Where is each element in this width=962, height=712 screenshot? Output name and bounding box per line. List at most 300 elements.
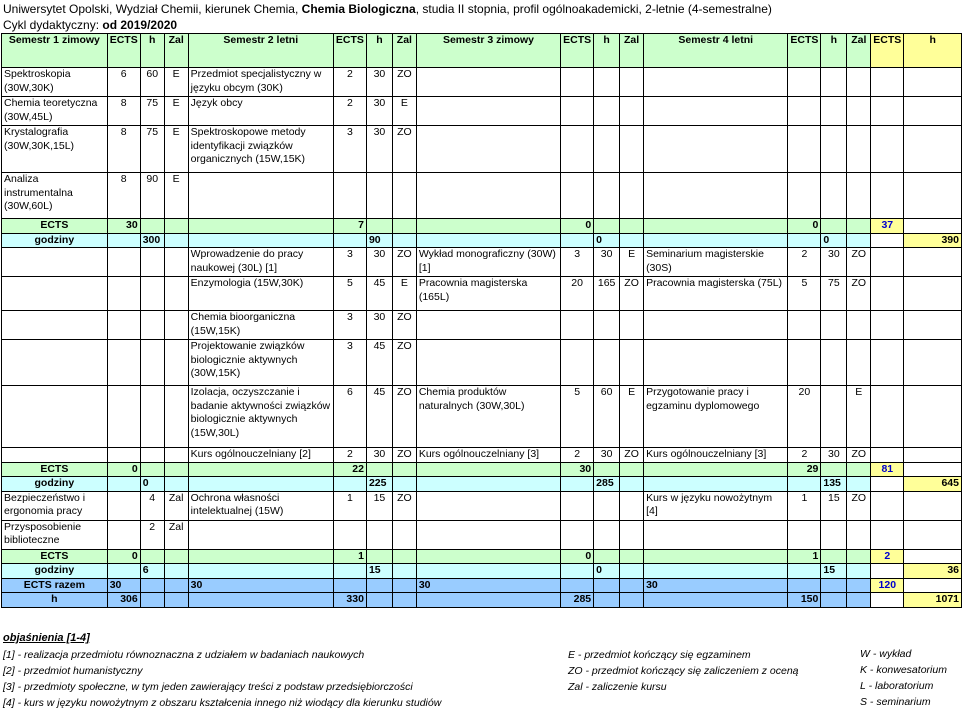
ects-sum-sem1: 30 bbox=[107, 219, 140, 234]
empty-cell bbox=[620, 520, 644, 549]
zal-value: E bbox=[620, 386, 644, 448]
hours-sum-label: godziny bbox=[2, 233, 108, 248]
empty-cell bbox=[904, 520, 962, 549]
empty-cell bbox=[620, 126, 644, 173]
hours-grand-total: 1071 bbox=[904, 593, 962, 608]
ects-sum-label: ECTS bbox=[2, 549, 108, 564]
zal-value: ZO bbox=[392, 386, 416, 448]
zal-value: ZO bbox=[392, 340, 416, 386]
empty-cell bbox=[164, 448, 188, 463]
empty-cell bbox=[620, 462, 644, 477]
empty-cell bbox=[188, 593, 333, 608]
empty-cell bbox=[644, 593, 788, 608]
ects-total-sem4: 30 bbox=[644, 578, 788, 593]
empty-cell bbox=[416, 462, 560, 477]
ects-sum-sem1: 0 bbox=[107, 549, 140, 564]
course-name: Bezpieczeństwo i ergonomia pracy bbox=[2, 491, 108, 520]
zal-value: Zal bbox=[164, 520, 188, 549]
hours-value bbox=[821, 386, 847, 448]
course-name: Kurs ogólnouczelniany [3] bbox=[644, 448, 788, 463]
course-row bbox=[2, 386, 962, 448]
hours-value: 30 bbox=[366, 311, 392, 340]
empty-cell bbox=[594, 520, 620, 549]
ects-value: 8 bbox=[107, 173, 140, 219]
empty-cell bbox=[561, 97, 594, 126]
empty-cell bbox=[594, 462, 620, 477]
empty-cell bbox=[788, 173, 821, 219]
empty-cell bbox=[416, 126, 560, 173]
legend-note: [3] - przedmioty społeczne, w tym jeden zawierający treści z podstaw przedsiębiorczości bbox=[3, 681, 413, 693]
empty-cell bbox=[140, 593, 164, 608]
zal-value: ZO bbox=[620, 277, 644, 311]
ects-value: 3 bbox=[333, 248, 366, 277]
empty-cell bbox=[164, 593, 188, 608]
hours-sum-total: 645 bbox=[904, 477, 962, 492]
empty-cell bbox=[2, 248, 108, 277]
empty-cell bbox=[821, 593, 847, 608]
empty-cell bbox=[366, 593, 392, 608]
empty-cell bbox=[871, 340, 904, 386]
ects-sum-sem3: 0 bbox=[561, 549, 594, 564]
zal-value bbox=[620, 311, 644, 340]
hours-value: 30 bbox=[366, 68, 392, 97]
empty-cell bbox=[788, 564, 821, 579]
empty-cell bbox=[904, 448, 962, 463]
hours-value: 30 bbox=[821, 248, 847, 277]
empty-cell bbox=[140, 340, 164, 386]
empty-cell bbox=[333, 578, 366, 593]
empty-cell bbox=[594, 219, 620, 234]
empty-cell bbox=[107, 233, 140, 248]
ects-value: 2 bbox=[788, 448, 821, 463]
zal-value: E bbox=[164, 68, 188, 97]
hours-value: 90 bbox=[140, 173, 164, 219]
empty-cell bbox=[871, 564, 904, 579]
course-row bbox=[2, 520, 962, 549]
course-row bbox=[2, 491, 962, 520]
empty-cell bbox=[2, 340, 108, 386]
course-name: Ochrona własności intelektualnej (15W) bbox=[188, 491, 333, 520]
col-header-sem3: Semestr 3 zimowy bbox=[416, 34, 560, 68]
academic-cycle: Cykl dydaktyczny: od 2019/2020 bbox=[3, 18, 178, 32]
empty-cell bbox=[594, 173, 620, 219]
empty-cell bbox=[788, 233, 821, 248]
empty-cell bbox=[821, 219, 847, 234]
hours-sum-sem4: 0 bbox=[821, 233, 847, 248]
zal-value: E bbox=[164, 97, 188, 126]
hours-value bbox=[366, 173, 392, 219]
hours-value: 45 bbox=[366, 386, 392, 448]
zal-value: E bbox=[392, 97, 416, 126]
zal-value: ZO bbox=[392, 491, 416, 520]
hours-value: 30 bbox=[366, 248, 392, 277]
empty-cell bbox=[821, 173, 847, 219]
ects-total-sem3: 30 bbox=[416, 578, 560, 593]
ects-value: 1 bbox=[333, 491, 366, 520]
empty-cell bbox=[333, 233, 366, 248]
course-name: Język obcy bbox=[188, 97, 333, 126]
course-row bbox=[2, 448, 962, 463]
empty-cell bbox=[2, 311, 108, 340]
empty-cell bbox=[594, 593, 620, 608]
empty-cell bbox=[164, 386, 188, 448]
empty-cell bbox=[392, 477, 416, 492]
empty-cell bbox=[847, 564, 871, 579]
empty-cell bbox=[904, 97, 962, 126]
hours-total-row bbox=[2, 593, 962, 608]
hours-sum-sem1: 6 bbox=[140, 564, 164, 579]
empty-cell bbox=[821, 68, 847, 97]
empty-cell bbox=[821, 462, 847, 477]
empty-cell bbox=[644, 126, 788, 173]
empty-cell bbox=[416, 233, 560, 248]
col-header-total-ects: ECTS bbox=[871, 34, 904, 68]
course-name bbox=[188, 173, 333, 219]
ects-sum-total: 81 bbox=[871, 462, 904, 477]
ects-sum-sem3: 30 bbox=[561, 462, 594, 477]
empty-cell bbox=[594, 97, 620, 126]
empty-cell bbox=[594, 126, 620, 173]
hours-sum-sem3: 0 bbox=[594, 564, 620, 579]
course-name bbox=[644, 340, 788, 386]
empty-cell bbox=[594, 491, 620, 520]
empty-cell bbox=[620, 578, 644, 593]
empty-cell bbox=[904, 386, 962, 448]
hours-value bbox=[594, 311, 620, 340]
empty-cell bbox=[561, 578, 594, 593]
col-header-zal: Zal bbox=[847, 34, 871, 68]
empty-cell bbox=[140, 311, 164, 340]
hours-total-label: h bbox=[2, 593, 108, 608]
empty-cell bbox=[644, 564, 788, 579]
empty-cell bbox=[164, 340, 188, 386]
empty-cell bbox=[871, 386, 904, 448]
hours-value: 2 bbox=[140, 520, 164, 549]
empty-cell bbox=[140, 248, 164, 277]
empty-cell bbox=[561, 173, 594, 219]
ects-sum-total: 37 bbox=[871, 219, 904, 234]
empty-cell bbox=[164, 578, 188, 593]
ects-value: 3 bbox=[333, 340, 366, 386]
empty-cell bbox=[594, 68, 620, 97]
ects-total-sem1: 30 bbox=[107, 578, 140, 593]
empty-cell bbox=[871, 311, 904, 340]
empty-cell bbox=[847, 126, 871, 173]
ects-value: 3 bbox=[333, 126, 366, 173]
ects-sum-label: ECTS bbox=[2, 462, 108, 477]
hours-total-sem3: 285 bbox=[561, 593, 594, 608]
empty-cell bbox=[107, 311, 140, 340]
course-row bbox=[2, 340, 962, 386]
course-name: Wprowadzenie do pracy naukowej (30L) [1] bbox=[188, 248, 333, 277]
ects-value: 2 bbox=[333, 68, 366, 97]
ects-value bbox=[788, 311, 821, 340]
course-name: Spektroskopia (30W,30K) bbox=[2, 68, 108, 97]
legend-form: Zal - zaliczenie kursu bbox=[568, 681, 667, 693]
empty-cell bbox=[561, 564, 594, 579]
ects-value: 2 bbox=[333, 448, 366, 463]
empty-cell bbox=[416, 549, 560, 564]
ects-sum-sem2: 7 bbox=[333, 219, 366, 234]
empty-cell bbox=[904, 311, 962, 340]
zal-value: ZO bbox=[392, 68, 416, 97]
hours-value: 30 bbox=[366, 448, 392, 463]
empty-cell bbox=[561, 477, 594, 492]
hours-value: 75 bbox=[140, 126, 164, 173]
hours-sum-sem2: 15 bbox=[366, 564, 392, 579]
zal-value: ZO bbox=[847, 277, 871, 311]
empty-cell bbox=[788, 578, 821, 593]
hours-total-sem2: 330 bbox=[333, 593, 366, 608]
legend-note: [1] - realizacja przedmiotu równoznaczna z udziałem w badaniach naukowych bbox=[3, 649, 365, 661]
course-name: Projektowanie związków biologicznie aktywnych (30W,15K) bbox=[188, 340, 333, 386]
empty-cell bbox=[107, 340, 140, 386]
course-name: Kurs ogólnouczelniany [3] bbox=[416, 448, 560, 463]
empty-cell bbox=[188, 549, 333, 564]
course-name: Analiza instrumentalna (30W,60L) bbox=[2, 173, 108, 219]
empty-cell bbox=[140, 578, 164, 593]
empty-cell bbox=[821, 578, 847, 593]
empty-cell bbox=[140, 219, 164, 234]
legend-note: [4] - kurs w języku nowożytnym z obszaru kształcenia innego niż wiodący dla kierunku studiów bbox=[3, 697, 442, 709]
study-plan-table bbox=[1, 33, 962, 608]
ects-value bbox=[107, 520, 140, 549]
empty-cell bbox=[333, 564, 366, 579]
col-header-h: h bbox=[366, 34, 392, 68]
legend-type: W - wykład bbox=[860, 648, 912, 660]
zal-value: ZO bbox=[392, 448, 416, 463]
empty-cell bbox=[904, 68, 962, 97]
ects-sum-sem1: 0 bbox=[107, 462, 140, 477]
empty-cell bbox=[416, 97, 560, 126]
empty-cell bbox=[620, 593, 644, 608]
zal-value: E bbox=[164, 173, 188, 219]
empty-cell bbox=[366, 462, 392, 477]
course-name: Przygotowanie pracy i egzaminu dyplomowego bbox=[644, 386, 788, 448]
empty-cell bbox=[788, 126, 821, 173]
empty-cell bbox=[871, 491, 904, 520]
ects-sum-sem3: 0 bbox=[561, 219, 594, 234]
ects-value: 5 bbox=[333, 277, 366, 311]
ects-value: 3 bbox=[561, 248, 594, 277]
empty-cell bbox=[188, 219, 333, 234]
empty-cell bbox=[164, 549, 188, 564]
course-name bbox=[416, 340, 560, 386]
empty-cell bbox=[594, 549, 620, 564]
empty-cell bbox=[904, 173, 962, 219]
zal-value bbox=[847, 311, 871, 340]
course-name bbox=[188, 520, 333, 549]
ects-value bbox=[333, 173, 366, 219]
empty-cell bbox=[164, 462, 188, 477]
col-header-zal: Zal bbox=[620, 34, 644, 68]
zal-value: ZO bbox=[847, 491, 871, 520]
empty-cell bbox=[164, 564, 188, 579]
empty-cell bbox=[847, 549, 871, 564]
course-row bbox=[2, 248, 962, 277]
course-name bbox=[644, 311, 788, 340]
zal-value: ZO bbox=[392, 311, 416, 340]
empty-cell bbox=[904, 491, 962, 520]
ects-value: 5 bbox=[788, 277, 821, 311]
empty-cell bbox=[871, 477, 904, 492]
ects-value: 3 bbox=[333, 311, 366, 340]
legend-form: E - przedmiot kończący się egzaminem bbox=[568, 649, 751, 661]
legend-title: objaśnienia [1-4] bbox=[3, 632, 90, 644]
empty-cell bbox=[620, 549, 644, 564]
empty-cell bbox=[788, 477, 821, 492]
hours-value: 15 bbox=[366, 491, 392, 520]
empty-cell bbox=[188, 477, 333, 492]
empty-cell bbox=[561, 520, 594, 549]
hours-value bbox=[366, 520, 392, 549]
empty-cell bbox=[821, 97, 847, 126]
empty-cell bbox=[2, 448, 108, 463]
empty-cell bbox=[644, 233, 788, 248]
empty-cell bbox=[164, 311, 188, 340]
course-name: Wykład monograficzny (30W) [1] bbox=[416, 248, 560, 277]
legend-form: ZO - przedmiot kończący się zaliczeniem z oceną bbox=[568, 665, 799, 677]
empty-cell bbox=[561, 491, 594, 520]
course-name: Chemia teoretyczna (30W,45L) bbox=[2, 97, 108, 126]
legend-type: K - konwesatorium bbox=[860, 664, 947, 676]
empty-cell bbox=[620, 173, 644, 219]
empty-cell bbox=[871, 173, 904, 219]
empty-cell bbox=[904, 126, 962, 173]
empty-cell bbox=[366, 578, 392, 593]
hours-sum-sem3: 0 bbox=[594, 233, 620, 248]
hours-sum-row bbox=[2, 477, 962, 492]
col-header-ects: ECTS bbox=[107, 34, 140, 68]
col-header-ects: ECTS bbox=[561, 34, 594, 68]
hours-value: 30 bbox=[366, 126, 392, 173]
ects-sum-sem2: 1 bbox=[333, 549, 366, 564]
legend-type: S - seminarium bbox=[860, 696, 931, 708]
course-row bbox=[2, 277, 962, 311]
ects-value: 2 bbox=[561, 448, 594, 463]
ects-sum-row bbox=[2, 219, 962, 234]
empty-cell bbox=[847, 97, 871, 126]
hours-sum-label: godziny bbox=[2, 564, 108, 579]
course-row bbox=[2, 173, 962, 219]
empty-cell bbox=[904, 277, 962, 311]
course-name: Chemia bioorganiczna (15W,15K) bbox=[188, 311, 333, 340]
col-header-h: h bbox=[821, 34, 847, 68]
ects-value bbox=[788, 340, 821, 386]
empty-cell bbox=[871, 277, 904, 311]
ects-sum-row bbox=[2, 462, 962, 477]
ects-sum-total: 2 bbox=[871, 549, 904, 564]
empty-cell bbox=[847, 477, 871, 492]
zal-value: ZO bbox=[392, 248, 416, 277]
empty-cell bbox=[416, 491, 560, 520]
empty-cell bbox=[847, 173, 871, 219]
empty-cell bbox=[847, 578, 871, 593]
empty-cell bbox=[871, 520, 904, 549]
course-name: Seminarium magisterskie (30S) bbox=[644, 248, 788, 277]
course-name: Przedmiot specjalistyczny w języku obcym (30K) bbox=[188, 68, 333, 97]
empty-cell bbox=[366, 219, 392, 234]
hours-value: 60 bbox=[140, 68, 164, 97]
empty-cell bbox=[620, 564, 644, 579]
hours-value bbox=[821, 340, 847, 386]
empty-cell bbox=[871, 97, 904, 126]
ects-sum-label: ECTS bbox=[2, 219, 108, 234]
hours-value bbox=[594, 340, 620, 386]
ects-value: 20 bbox=[788, 386, 821, 448]
empty-cell bbox=[644, 97, 788, 126]
ects-sum-sem4: 0 bbox=[788, 219, 821, 234]
hours-value: 15 bbox=[821, 491, 847, 520]
empty-cell bbox=[416, 173, 560, 219]
course-name: Pracownia magisterska (165L) bbox=[416, 277, 560, 311]
empty-cell bbox=[392, 564, 416, 579]
ects-value bbox=[788, 520, 821, 549]
empty-cell bbox=[904, 248, 962, 277]
hours-value: 45 bbox=[366, 277, 392, 311]
hours-value: 60 bbox=[594, 386, 620, 448]
empty-cell bbox=[644, 219, 788, 234]
zal-value: ZO bbox=[392, 126, 416, 173]
empty-cell bbox=[107, 448, 140, 463]
ects-total-row bbox=[2, 578, 962, 593]
hours-value: 75 bbox=[821, 277, 847, 311]
empty-cell bbox=[392, 593, 416, 608]
hours-sum-sem2: 225 bbox=[366, 477, 392, 492]
course-row bbox=[2, 68, 962, 97]
course-name: Kurs ogólnouczelniany [2] bbox=[188, 448, 333, 463]
hours-total-sem4: 150 bbox=[788, 593, 821, 608]
hours-value bbox=[821, 311, 847, 340]
empty-cell bbox=[871, 593, 904, 608]
empty-cell bbox=[904, 340, 962, 386]
ects-value: 8 bbox=[107, 126, 140, 173]
empty-cell bbox=[904, 219, 962, 234]
empty-cell bbox=[620, 233, 644, 248]
empty-cell bbox=[392, 578, 416, 593]
col-header-ects: ECTS bbox=[788, 34, 821, 68]
empty-cell bbox=[392, 219, 416, 234]
empty-cell bbox=[821, 549, 847, 564]
empty-cell bbox=[164, 477, 188, 492]
hours-value: 30 bbox=[366, 97, 392, 126]
empty-cell bbox=[847, 219, 871, 234]
empty-cell bbox=[644, 549, 788, 564]
ects-value bbox=[333, 520, 366, 549]
empty-cell bbox=[904, 578, 962, 593]
empty-cell bbox=[416, 477, 560, 492]
col-header-h: h bbox=[594, 34, 620, 68]
empty-cell bbox=[561, 68, 594, 97]
zal-value bbox=[392, 520, 416, 549]
empty-cell bbox=[594, 578, 620, 593]
empty-cell bbox=[107, 386, 140, 448]
course-row bbox=[2, 97, 962, 126]
empty-cell bbox=[620, 68, 644, 97]
col-header-sem1: Semestr 1 zimowy bbox=[2, 34, 108, 68]
course-row bbox=[2, 126, 962, 173]
ects-sum-sem4: 1 bbox=[788, 549, 821, 564]
ects-grand-total: 120 bbox=[871, 578, 904, 593]
empty-cell bbox=[164, 233, 188, 248]
empty-cell bbox=[620, 219, 644, 234]
ects-value bbox=[561, 311, 594, 340]
empty-cell bbox=[2, 386, 108, 448]
ects-value: 20 bbox=[561, 277, 594, 311]
ects-value: 5 bbox=[561, 386, 594, 448]
hours-value: 45 bbox=[366, 340, 392, 386]
empty-cell bbox=[366, 549, 392, 564]
